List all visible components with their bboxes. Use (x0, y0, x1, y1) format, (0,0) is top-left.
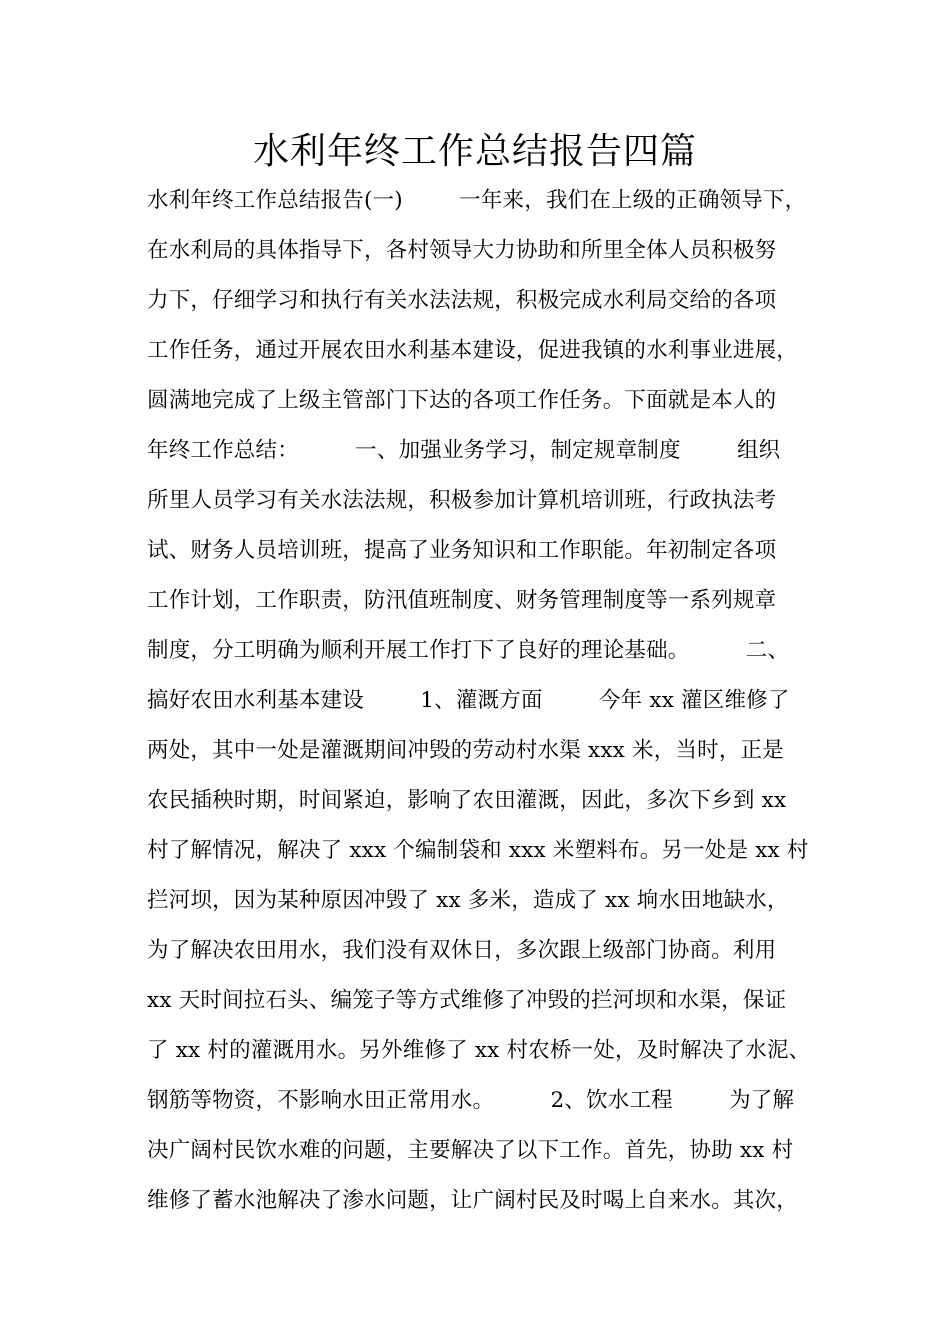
body-line: 试、财务人员培训班，提高了业务知识和工作职能。年初制定各项 (147, 538, 777, 563)
document-body (147, 176, 837, 1226)
body-line: 所里人员学习有关水法法规，积极参加计算机培训班，行政执法考 (147, 488, 777, 513)
body-line: 水利年终工作总结报告(一) 一年来，我们在上级的正确领导下， (147, 188, 807, 213)
document-title: 水利年终工作总结报告四篇 (252, 131, 697, 172)
body-line: 两处，其中一处是灌溉期间冲毁的劳动村水渠 xxx 米，当时，正是 (147, 738, 784, 763)
body-line: 制度，分工明确为顺利开展工作打下了良好的理论基础。 二、 (147, 638, 790, 663)
body-line: 拦河坝，因为某种原因冲毁了 xx 多米，造成了 xx 垧水田地缺水， (147, 888, 789, 913)
body-line: 了 xx 村的灌溉用水。另外维修了 xx 村农桥一处，及时解决了水泥、 (147, 1038, 811, 1063)
body-line: 力下，仔细学习和执行有关水法法规，积极完成水利局交给的各项 (147, 288, 777, 313)
body-line: 工作任务，通过开展农田水利基本建设，促进我镇的水利事业进展， (147, 338, 799, 363)
body-line: 农民插秧时期，时间紧迫，影响了农田灌溉，因此，多次下乡到 xx (147, 788, 787, 813)
body-line: 村了解情况，解决了 xxx 个编制袋和 xxx 米塑料布。另一处是 xx 村 (147, 838, 809, 863)
body-line: 决广阔村民饮水难的问题，主要解决了以下工作。首先，协助 xx 村 (147, 1138, 794, 1163)
body-line: 年终工作总结： 一、加强业务学习，制定规章制度 组织 (147, 438, 781, 463)
body-line: 圆满地完成了上级主管部门下达的各项工作任务。下面就是本人的 (147, 388, 777, 413)
body-line: 工作计划，工作职责，防汛值班制度、财务管理制度等一系列规章 (147, 588, 777, 613)
body-line: xx 天时间拉石头、编笼子等方式维修了冲毁的拦河坝和水渠，保证 (147, 988, 787, 1013)
body-line: 钢筋等物资，不影响水田正常用水。 2、饮水工程 为了解 (147, 1088, 795, 1113)
body-line: 为了解决农田用水，我们没有双休日，多次跟上级部门协商。利用 (147, 938, 777, 963)
body-line: 在水利局的具体指导下，各村领导大力协助和所里全体人员积极努 (147, 238, 777, 263)
body-line: 维修了蓄水池解决了渗水问题，让广阔村民及时喝上自来水。其次， (147, 1188, 799, 1213)
body-line: 搞好农田水利基本建设 1、灌溉方面 今年 xx 灌区维修了 (147, 688, 790, 713)
